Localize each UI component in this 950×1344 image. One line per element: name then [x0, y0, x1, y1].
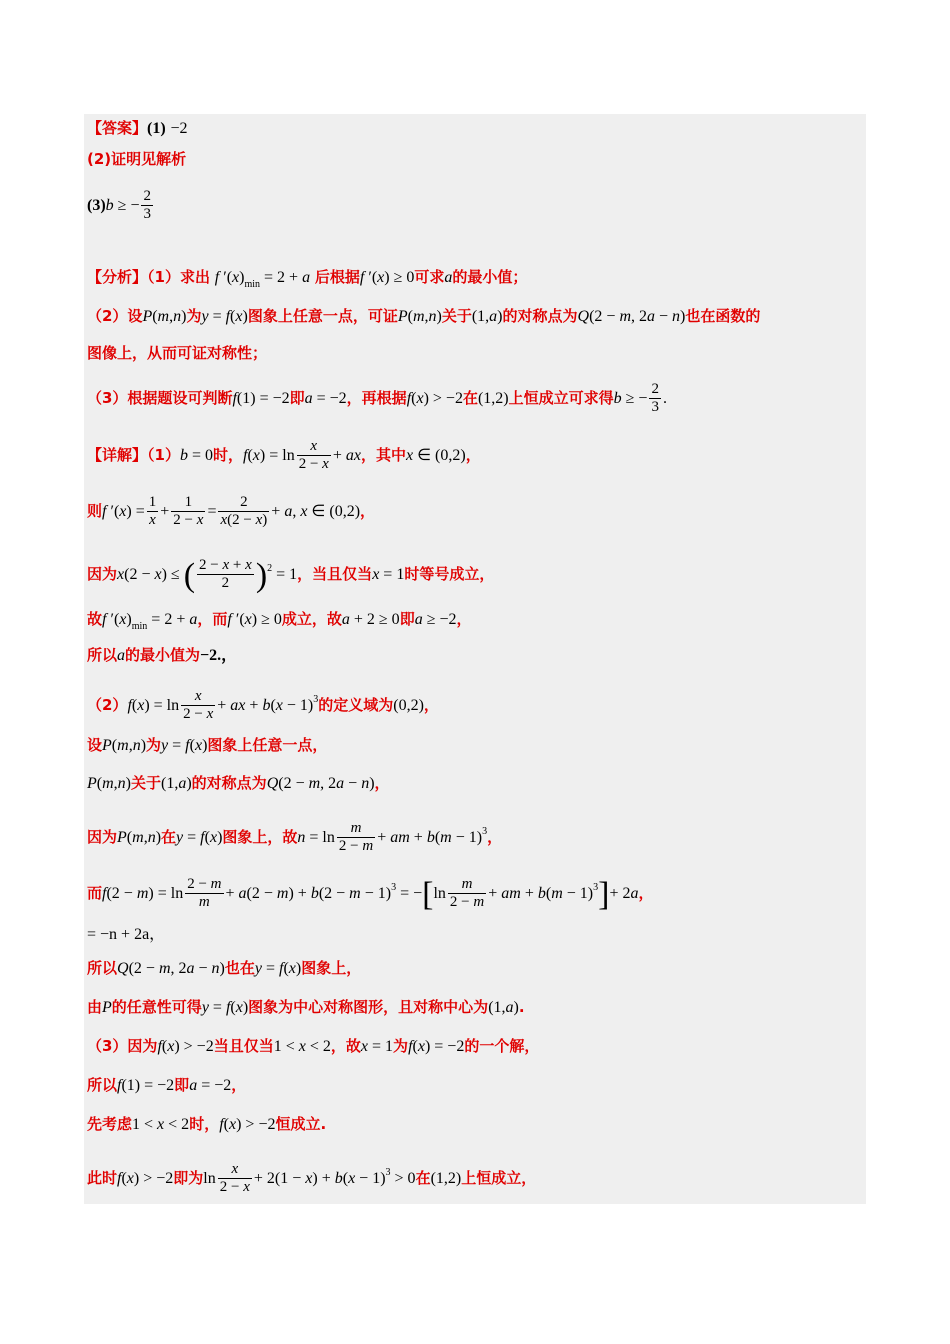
analysis-line-4: （3）根据题设可判断f(1) = −2即a = −2，再根据f(x) > −2在(1,2)上恒成立可求得b ≥ − $\frac{2}{3}$ . — [87, 381, 667, 415]
detail-line-7: 设P(m,n)为y = f(x)图象上任意一点， — [87, 736, 328, 754]
detail-line-12: 所以Q(2 − m, 2a − n)也在y = f(x)图象上， — [87, 959, 362, 977]
analysis-line-2: （2）设P(m,n)为y = f(x)图象上任意一点，可证P(m,n)关于(1,a)的对称点为Q(2 − m, 2a − n)也在函数的 — [87, 307, 761, 325]
detail-line-2: 则f ′(x) = $\frac{1}{x}$ + $\frac{1}{2 - x}$ = $\frac{2}{x(2 - x)}$ + a, x ∈ (0,2)， — [87, 494, 376, 528]
detail-line-10: 而f(2 − m) = ln $\frac{2 - m}{m}$ + $a(2 - m) + b(2 - m - 1)^3 = -[\ln$ $\frac{m}{2 - m}$ + am + $b(m - 1)^3]+ 2a$， — [87, 876, 654, 913]
answer-line-2: (2)证明见解析 — [87, 150, 187, 168]
answer-line-1: 【答案】(1) −2 — [87, 119, 188, 137]
analysis-line-3: 图像上，从而可证对称性； — [87, 344, 268, 362]
analysis-line-1: 【分析】（1）求出 f $'(x)_{min} = 2 + a$ 后根据f ′(x) ≥ 0可求a的最小值； — [87, 268, 528, 290]
detail-line-4: 故f $'(x)_{min} = 2 + a$，而f ′(x) ≥ 0成立，故a + 2 ≥ 0即a ≥ −2， — [87, 610, 472, 632]
detail-line-3: 因为x(2 − x) ≤ ( $\frac{2 - x + x}{2}$ )$^2$ = 1，当且仅当x = 1时等号成立， — [87, 557, 495, 594]
answer-line-3: (3)b ≥ − $\frac{2}{3}$ — [87, 188, 151, 222]
detail-line-14: （3）因为f(x) > −2当且仅当1 < x < 2，故x = 1为f(x) = −2的一个解， — [87, 1037, 540, 1055]
detail-line-1: 【详解】（1）b = 0时，f(x) = ln $\frac{x}{2 - x}$ + ax，其中x ∈ (0,2)， — [87, 438, 481, 472]
detail-line-11: = −n + 2a， — [87, 926, 166, 943]
detail-line-16: 先考虑1 < x < 2时，f(x) > −2恒成立. — [87, 1115, 327, 1133]
detail-line-6: （2）f(x) = ln $\frac{x}{2 - x}$ + ax + $b(x - 1)^3$的定义域为(0,2)， — [87, 688, 439, 722]
detail-line-17: 此时f(x) > −2即为ln $\frac{x}{2 - x}$ + $2(1 - x) + b(x - 1)^3 > 0$在(1,2)上恒成立， — [87, 1161, 537, 1195]
detail-line-9: 因为P(m,n)在y = f(x)图象上，故n = ln $\frac{m}{2 - m}$ + am + $b(m - 1)^3$， — [87, 820, 503, 854]
detail-line-8: P(m,n)关于(1,a)的对称点为Q(2 − m, 2a − n)， — [87, 774, 390, 792]
detail-line-13: 由P的任意性可得y = f(x)图象为中心对称图形，且对称中心为(1,a). — [87, 998, 525, 1016]
detail-line-15: 所以f(1) = −2即a = −2， — [87, 1076, 247, 1094]
detail-line-5: 所以a的最小值为−2.， — [87, 646, 238, 664]
